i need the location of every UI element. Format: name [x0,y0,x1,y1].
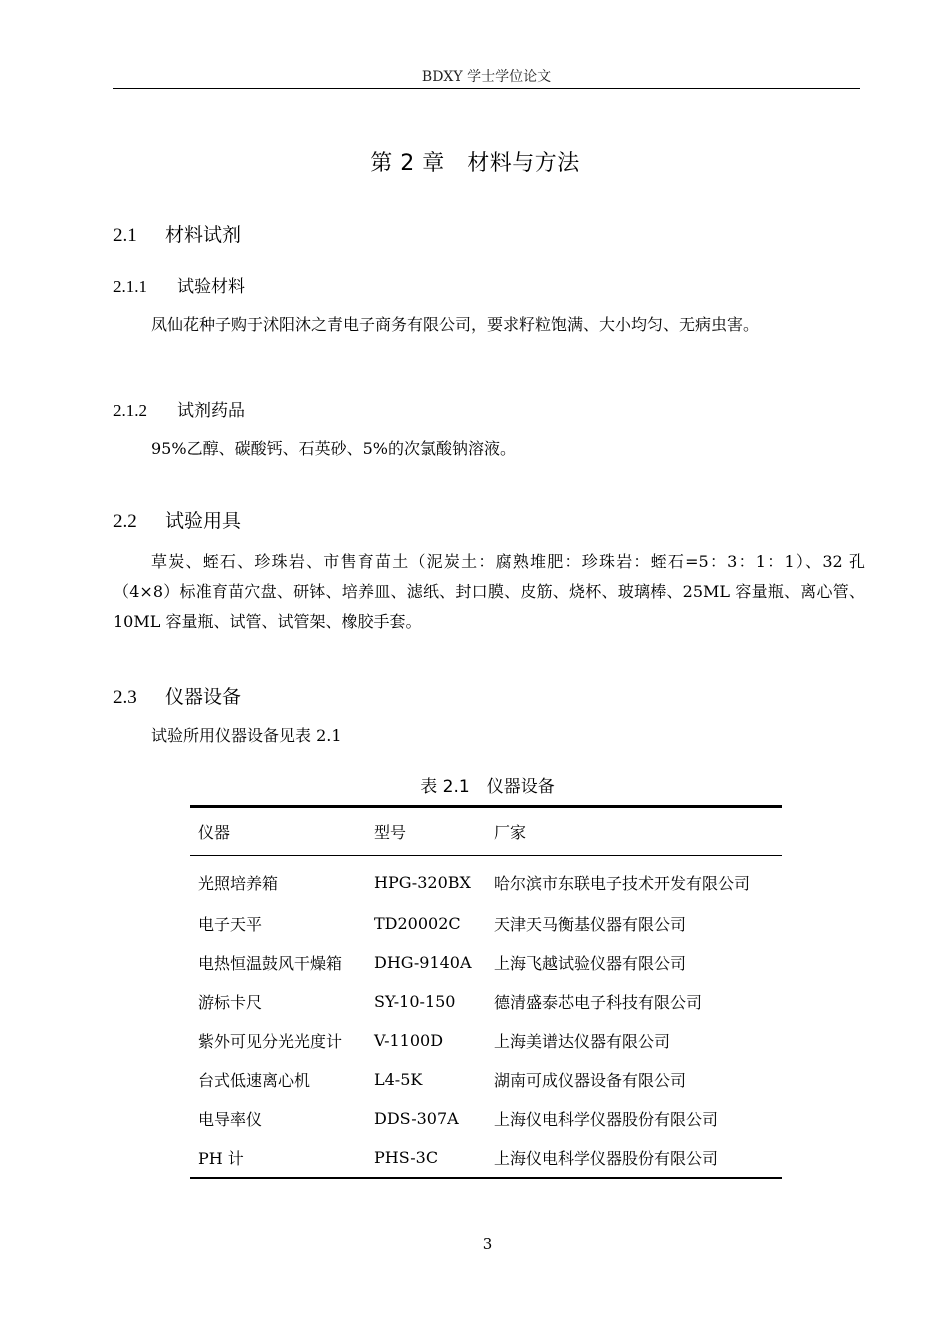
cell-model: L4-5K [374,1070,423,1089]
cell-manufacturer: 上海仪电科学仪器股份有限公司 [486,1138,782,1178]
paragraph-instruments-intro: 试验所用仪器设备见表 2.1 [151,726,342,745]
page-number: 3 [482,1235,493,1253]
section-number: 2.2 [113,511,137,532]
cell-manufacturer: 湖南可成仪器设备有限公司 [494,1071,687,1090]
section-heading-2-2 [113,506,241,533]
column-header-model: 型号 [366,807,486,856]
section-heading-2-3 [113,682,241,709]
table-row [190,1060,782,1099]
paragraph-test-materials: 凤仙花种子购于沭阳沐之青电子商务有限公司，要求籽粒饱满、大小均匀、无病虫害。 [151,315,760,334]
cell-manufacturer: 德清盛泰芯电子科技有限公司 [494,993,703,1012]
table-row [190,943,782,982]
instruments-table [190,805,782,1179]
table-row [190,1099,782,1138]
cell-instrument: 游标卡尺 [198,993,263,1012]
paragraph-reagents: 95%乙醇、碳酸钙、石英砂、5%的次氯酸钠溶液。 [151,439,516,458]
section-number: 2.3 [113,687,137,708]
cell-instrument: 电子天平 [198,915,263,934]
column-header-manufacturer: 厂家 [486,807,782,856]
section-number: 2.1.1 [113,277,147,296]
section-title: 试验用具 [165,510,242,532]
section-heading-2-1 [113,220,241,247]
section-title: 试剂药品 [177,401,245,421]
cell-model: HPG-320BX [374,872,471,892]
cell-instrument: PH 计 [190,1138,366,1178]
table-header-row [190,807,782,856]
table-row [190,856,782,905]
cell-instrument: 电导率仪 [198,1110,263,1129]
cell-manufacturer: 上海美谱达仪器有限公司 [494,1032,671,1051]
cell-model: TD20002C [374,914,461,933]
chapter-title: 第 2 章 材料与方法 [370,151,580,176]
table-row [190,1021,782,1060]
table-row [190,904,782,943]
table-row [190,982,782,1021]
cell-model: SY-10-150 [374,992,456,1011]
running-header: BDXY 学士学位论文 [421,69,552,85]
cell-model: PHS-3C [366,1138,486,1178]
section-title: 试验材料 [177,277,245,297]
cell-model: V-1100D [374,1031,444,1050]
cell-manufacturer: 天津天马衡基仪器有限公司 [494,915,687,934]
section-title: 材料试剂 [165,224,242,246]
paragraph-test-tools: 草炭、蛭石、珍珠岩、市售育苗土（泥炭土：腐熟堆肥：珍珠岩：蛭石=5：3：1：1）、32 孔（4×8）标准育苗穴盘、研钵、培养皿、滤纸、封口膜、皮筋、烧杯、玻璃棒、25ML 容量瓶、离心管、10ML 容量瓶、试管、试管架、橡胶手套。 [113,552,865,631]
cell-instrument: 光照培养箱 [198,873,279,893]
table-caption: 表 2.1 仪器设备 [420,777,555,797]
section-heading-2-1-1 [113,272,245,297]
cell-instrument: 紫外可见分光光度计 [198,1032,343,1051]
header-rule [113,88,860,89]
table-row [190,1138,782,1178]
cell-manufacturer: 上海飞越试验仪器有限公司 [494,954,687,973]
section-heading-2-1-2 [113,396,245,421]
cell-model: DDS-307A [374,1109,459,1128]
cell-instrument: 电热恒温鼓风干燥箱 [198,954,343,973]
column-header-instrument: 仪器 [190,807,366,856]
section-number: 2.1.2 [113,401,147,420]
section-number: 2.1 [113,225,137,246]
cell-manufacturer: 上海仪电科学仪器股份有限公司 [494,1110,719,1129]
cell-model: DHG-9140A [374,953,472,972]
section-title: 仪器设备 [165,686,242,708]
cell-instrument: 台式低速离心机 [198,1071,311,1090]
cell-manufacturer: 哈尔滨市东联电子技术开发有限公司 [494,873,751,893]
